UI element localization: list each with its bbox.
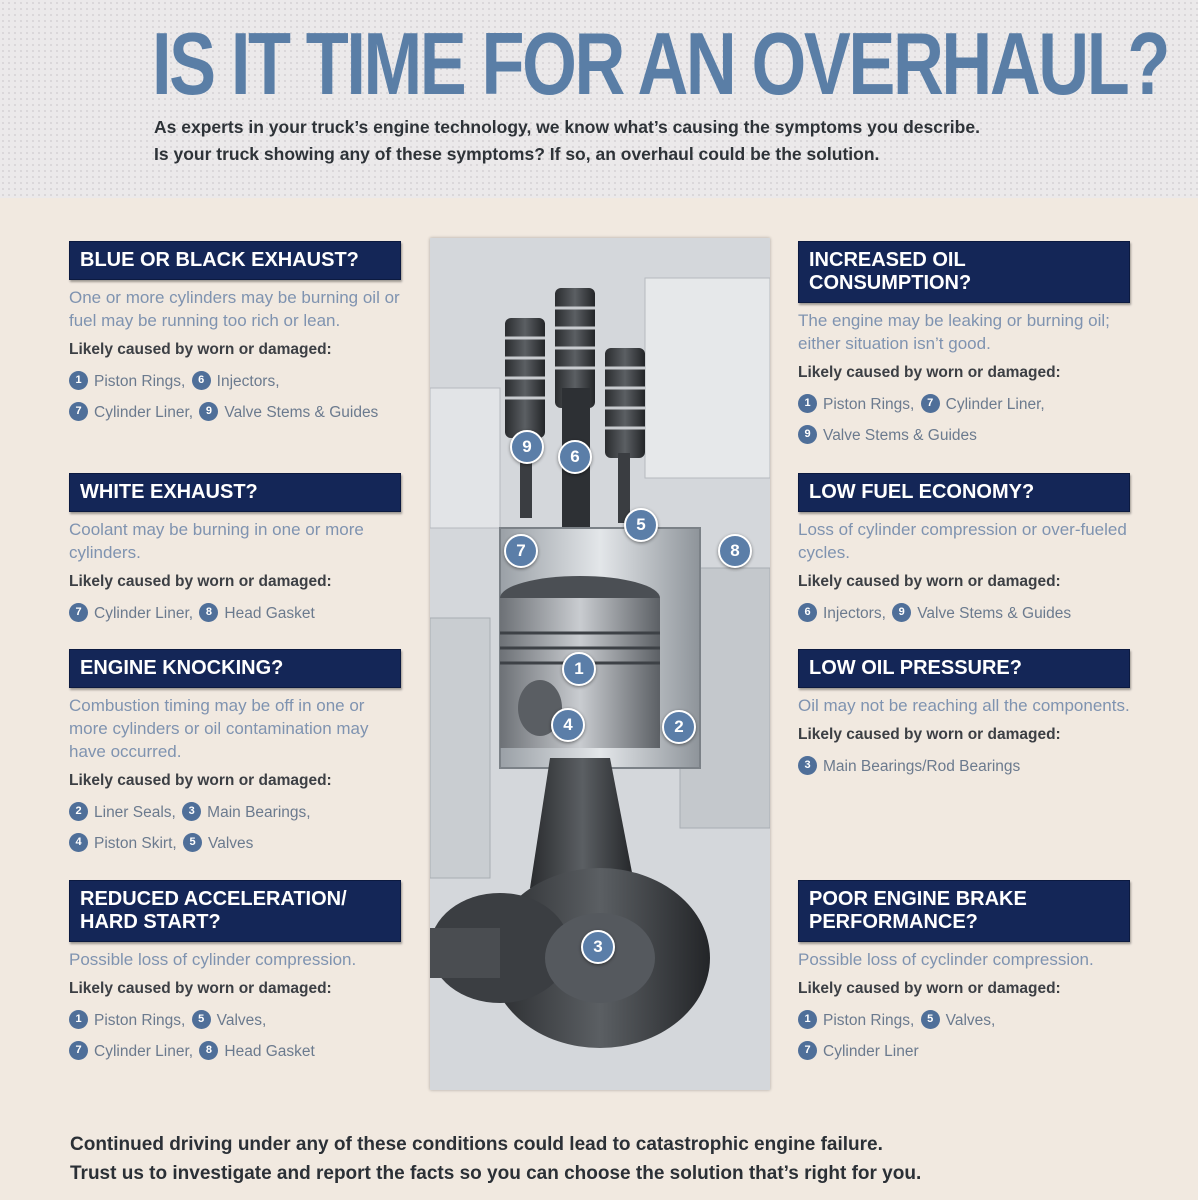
part-number-badge: 7: [69, 402, 88, 421]
part-number-badge: 5: [921, 1010, 940, 1029]
symptom-title: ENGINE KNOCKING?: [69, 649, 401, 688]
parts-list: [69, 797, 401, 859]
part-number-badge: 8: [199, 603, 218, 622]
callout-badge: 3: [581, 930, 615, 964]
part-number-badge: 7: [69, 1041, 88, 1060]
symptom-description: Loss of cylinder compression or over-fueled cycles.: [798, 520, 1127, 562]
symptom-title: WHITE EXHAUST?: [69, 473, 401, 512]
part-number-badge: 8: [199, 1041, 218, 1060]
part-number-badge: 3: [182, 802, 201, 821]
parts-list: [798, 1005, 1130, 1067]
symptom-increased-oil-consumption: [798, 241, 1130, 451]
footer-line-1: Continued driving under any of these conditions could lead to catastrophic engine failure.: [70, 1134, 883, 1155]
intro-text: [154, 114, 1154, 168]
part-number-badge: 7: [69, 603, 88, 622]
part-name: Valve Stems & Guides: [224, 404, 379, 421]
part-name: Piston Rings,: [823, 1012, 915, 1029]
parts-list: [798, 598, 1130, 629]
intro-line-2: Is your truck showing any of these symptoms? If so, an overhaul could be the solution.: [154, 144, 880, 164]
parts-list: [69, 1005, 401, 1067]
part-number-badge: 9: [798, 425, 817, 444]
parts-list: [798, 751, 1130, 782]
likely-label: Likely caused by worn or damaged:: [69, 772, 332, 789]
part-number-badge: 9: [892, 603, 911, 622]
symptom-description: Oil may not be reaching all the components.: [798, 696, 1130, 715]
likely-label: Likely caused by worn or damaged:: [798, 980, 1061, 997]
part-name: Valve Stems & Guides: [917, 605, 1072, 622]
footer-text: [70, 1130, 1170, 1188]
intro-line-1: As experts in your truck’s engine technology, we know what’s causing the symptoms you describe.: [154, 117, 980, 137]
callout-badge: 1: [562, 652, 596, 686]
part-name: Piston Rings,: [823, 396, 915, 413]
part-number-badge: 6: [798, 603, 817, 622]
symptom-low-oil-pressure: [798, 649, 1130, 782]
symptom-engine-knocking: [69, 649, 401, 859]
symptom-title: REDUCED ACCELERATION/ HARD START?: [69, 880, 401, 942]
symptom-title: LOW FUEL ECONOMY?: [798, 473, 1130, 512]
symptom-title: LOW OIL PRESSURE?: [798, 649, 1130, 688]
part-name: Cylinder Liner,: [94, 1043, 194, 1060]
callout-badge: 7: [504, 534, 538, 568]
symptom-description: Possible loss of cylinder compression.: [69, 950, 357, 969]
symptom-blue-black-exhaust: [69, 241, 401, 428]
likely-label: Likely caused by worn or damaged:: [69, 341, 332, 358]
part-name: Main Bearings/Rod Bearings: [823, 758, 1021, 775]
symptom-description: One or more cylinders may be burning oil or fuel may be running too rich or lean.: [69, 288, 400, 330]
symptom-poor-engine-brake: [798, 880, 1130, 1067]
part-name: Injectors,: [823, 605, 886, 622]
callout-badge: 9: [510, 430, 544, 464]
part-number-badge: 2: [69, 802, 88, 821]
part-name: Liner Seals,: [94, 804, 176, 821]
symptom-white-exhaust: [69, 473, 401, 629]
part-number-badge: 9: [199, 402, 218, 421]
symptom-title: INCREASED OIL CONSUMPTION?: [798, 241, 1130, 303]
callout-badge: 4: [551, 708, 585, 742]
callout-badge: 6: [558, 440, 592, 474]
part-name: Cylinder Liner: [823, 1043, 919, 1060]
likely-label: Likely caused by worn or damaged:: [69, 573, 332, 590]
part-number-badge: 7: [798, 1041, 817, 1060]
part-number-badge: 5: [183, 833, 202, 852]
part-number-badge: 5: [192, 1010, 211, 1029]
symptom-description: Possible loss of cyclinder compression.: [798, 950, 1094, 969]
part-name: Head Gasket: [224, 1043, 315, 1060]
likely-label: Likely caused by worn or damaged:: [69, 980, 332, 997]
part-name: Injectors,: [216, 373, 280, 390]
callout-badge: 5: [624, 508, 658, 542]
part-name: Valves: [208, 835, 254, 852]
part-name: Main Bearings,: [207, 804, 311, 821]
part-number-badge: 1: [798, 1010, 817, 1029]
symptom-low-fuel-economy: [798, 473, 1130, 629]
symptom-description: Coolant may be burning in one or more cylinders.: [69, 520, 364, 562]
part-number-badge: 1: [798, 394, 817, 413]
parts-list: [69, 366, 401, 428]
part-name: Head Gasket: [224, 605, 315, 622]
part-name: Piston Rings,: [94, 373, 186, 390]
part-name: Piston Skirt,: [94, 835, 177, 852]
part-name: Piston Rings,: [94, 1012, 186, 1029]
symptom-description: Combustion timing may be off in one or more cylinders or oil contamination may have occurred.: [69, 696, 369, 761]
part-number-badge: 1: [69, 1010, 88, 1029]
parts-list: [69, 598, 401, 629]
part-number-badge: 4: [69, 833, 88, 852]
symptom-description: The engine may be leaking or burning oil; either situation isn’t good.: [798, 311, 1110, 353]
part-number-badge: 7: [921, 394, 940, 413]
part-name: Cylinder Liner,: [945, 396, 1045, 413]
part-number-badge: 1: [69, 371, 88, 390]
parts-list: [798, 389, 1130, 451]
part-name: Valve Stems & Guides: [823, 427, 977, 444]
symptom-title: BLUE OR BLACK EXHAUST?: [69, 241, 401, 280]
callout-badge: 8: [718, 534, 752, 568]
footer-line-2: Trust us to investigate and report the facts so you can choose the solution that’s right for you.: [70, 1163, 922, 1184]
part-name: Cylinder Liner,: [94, 605, 194, 622]
engine-cutaway-illustration: [430, 238, 770, 1090]
part-name: Valves,: [945, 1012, 996, 1029]
part-number-badge: 6: [192, 371, 211, 390]
likely-label: Likely caused by worn or damaged:: [798, 364, 1061, 381]
likely-label: Likely caused by worn or damaged:: [798, 573, 1061, 590]
part-number-badge: 3: [798, 756, 817, 775]
callout-badge: 2: [662, 710, 696, 744]
symptom-title: POOR ENGINE BRAKE PERFORMANCE?: [798, 880, 1130, 942]
part-name: Valves,: [216, 1012, 267, 1029]
page-title: IS IT TIME FOR AN OVERHAUL?: [152, 14, 1168, 113]
symptom-reduced-acceleration: [69, 880, 401, 1067]
part-name: Cylinder Liner,: [94, 404, 194, 421]
likely-label: Likely caused by worn or damaged:: [798, 726, 1061, 743]
